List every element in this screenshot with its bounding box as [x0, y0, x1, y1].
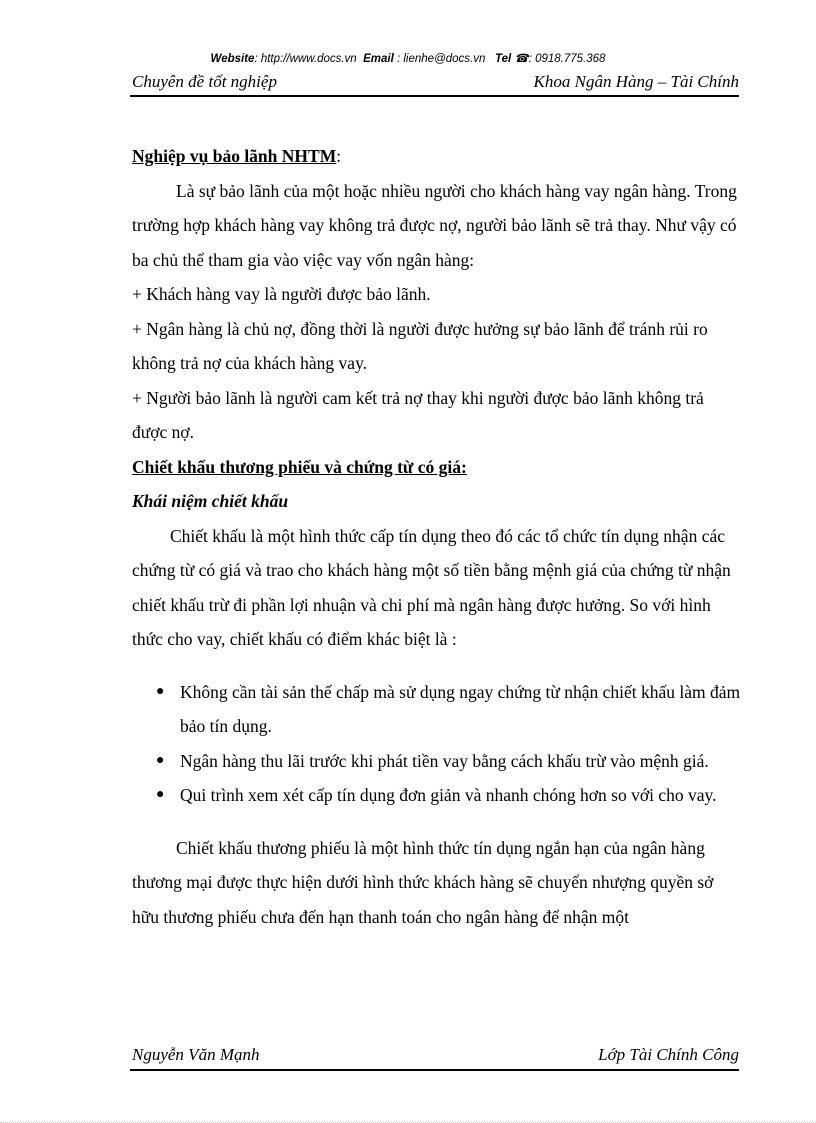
tel-label: Tel — [494, 53, 512, 65]
footer-left: Nguyễn Văn Mạnh — [132, 1045, 260, 1064]
footer-right: Lớp Tài Chính Công — [598, 1045, 739, 1064]
website-contact-line — [0, 51, 816, 65]
tel-value: : 0918.775.368 — [528, 53, 606, 65]
section2-heading: Chiết khấu thương phiếu và chứng từ có giá: — [132, 456, 467, 477]
section2-subheading: Khái niệm chiết khấu — [132, 491, 289, 511]
bullet-icon: ● — [156, 787, 165, 802]
header-right: Khoa Ngân Hàng – Tài Chính — [533, 72, 739, 91]
section1-line2: + Ngân hàng là chủ nợ, đồng thời là người được hưởng sự bảo lãnh để tránh rủi ro không trả nợ của khách hàng vay. — [132, 318, 708, 373]
phone-icon: ☎ — [514, 53, 529, 65]
website-label: Website — [210, 53, 255, 65]
section1-line1: + Khách hàng vay là người được bảo lãnh. — [132, 284, 431, 304]
bullet-icon: ● — [156, 683, 165, 699]
list-item: ● Qui trình xem xét cấp tín dụng đơn giản và nhanh chóng hơn so với cho vay. — [180, 778, 742, 813]
email-value: : lienhe@docs.vn — [396, 53, 486, 65]
bullet-list — [132, 675, 742, 813]
website-value: : http://www.docs.vn — [254, 53, 357, 65]
section1-paragraph: Là sự bảo lãnh của một hoặc nhiều người cho khách hàng vay ngân hàng. Trong trường hợp khách hàng vay không trả được nợ, người bảo lãnh sẽ trả thay. Như vậy có ba chủ thể tham gia vào việc vay vốn ngân hàng: — [132, 180, 737, 270]
section1-line3: + Người bảo lãnh là người cam kết trả nợ thay khi người được bảo lãnh không trả được nợ. — [132, 387, 704, 442]
section2-paragraph2: Chiết khấu thương phiếu là một hình thức tín dụng ngắn hạn của ngân hàng thương mại được thực hiện dưới hình thức khách hàng sẽ chuyển nhượng quyền sở hữu thương phiếu chưa đến hạn thanh toán cho ngân hàng để nhận một — [132, 837, 714, 927]
list-item: ● Ngân hàng thu lãi trước khi phát tiền vay bằng cách khấu trừ vào mệnh giá. — [180, 744, 742, 779]
section1-heading: Nghiệp vụ bảo lãnh NHTM: — [132, 146, 342, 166]
document-body — [132, 139, 742, 934]
header-left: Chuyên đề tốt nghiệp — [132, 72, 277, 91]
email-label: Email — [363, 53, 394, 65]
footer-rule — [130, 1069, 739, 1071]
bullet-icon: ● — [156, 752, 165, 768]
list-item: ● Không cần tài sản thế chấp mà sử dụng ngay chứng từ nhận chiết khấu làm đảm bảo tín dụng. — [180, 675, 742, 744]
section2-paragraph1: Chiết khấu là một hình thức cấp tín dụng theo đó các tổ chức tín dụng nhận các chứng từ có giá và trao cho khách hàng một số tiền bằng mệnh giá của chứng từ nhận chiết khấu trừ đi phần lợi nhuận và chi phí mà ngân hàng được hưởng. So với hình thức cho vay, chiết khấu có điểm khác biệt là : — [132, 525, 731, 649]
header-rule — [130, 95, 739, 97]
